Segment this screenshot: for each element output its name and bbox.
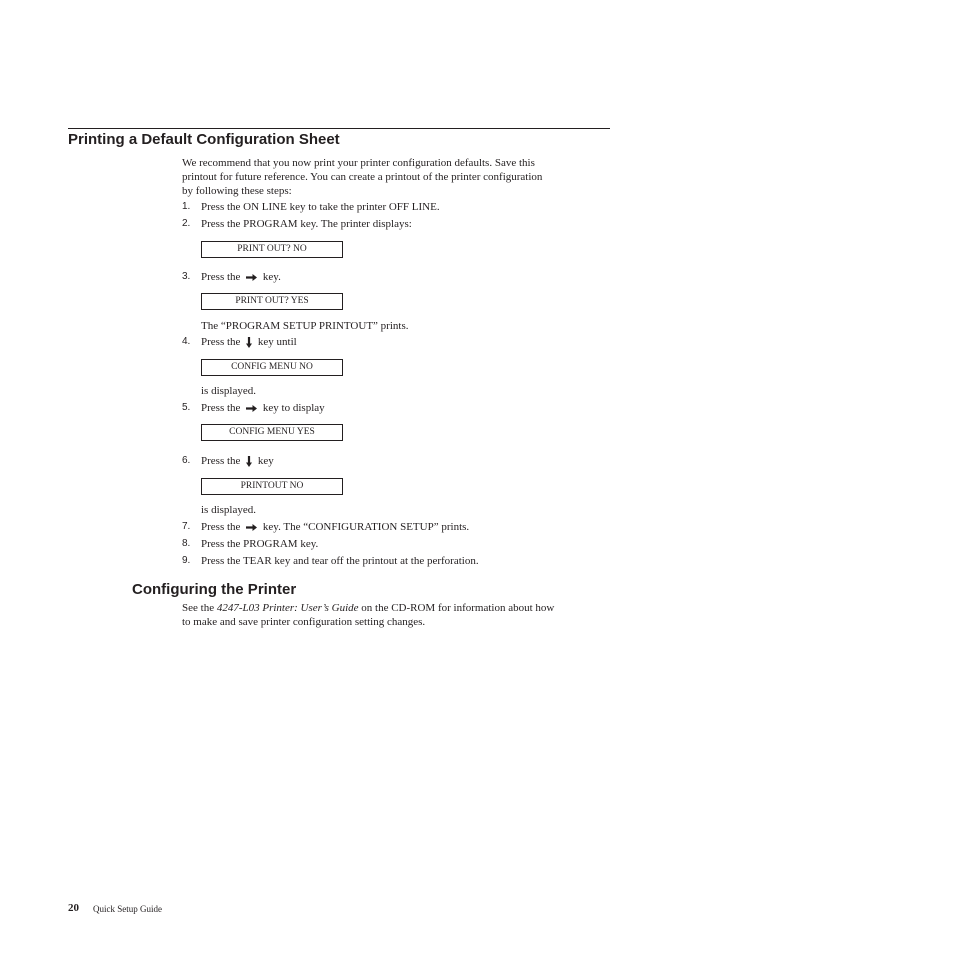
step-4-number: 4. <box>182 336 191 347</box>
step-7-post: key. The “CONFIGURATION SETUP” prints. <box>262 521 470 533</box>
printer-display-print-out-yes: PRINT OUT? YES <box>201 293 343 310</box>
right-arrow-icon <box>246 524 257 531</box>
down-arrow-icon <box>246 337 252 348</box>
step-8-text: Press the PROGRAM key. <box>201 538 319 550</box>
step-7-number: 7. <box>182 521 191 532</box>
step-4-text <box>201 335 297 349</box>
step-2-text: Press the PROGRAM key. The printer displays: <box>201 218 412 230</box>
step-7-pre: Press the <box>201 521 241 533</box>
intro-line-3: by following these steps: <box>182 185 292 197</box>
printer-display-print-out-no: PRINT OUT? NO <box>201 241 343 258</box>
subsection-line-1-post: on the CD-ROM for information about how <box>358 602 555 614</box>
is-displayed-note-1: is displayed. <box>201 385 256 397</box>
step-6-post: key <box>257 455 274 467</box>
subsection-line-1 <box>182 601 554 615</box>
step-3-number: 3. <box>182 271 191 282</box>
step-5-number: 5. <box>182 402 191 413</box>
step-1-number: 1. <box>182 201 191 212</box>
step-5-pre: Press the <box>201 402 241 414</box>
step-5-post: key to display <box>262 402 325 414</box>
down-arrow-icon <box>246 456 252 467</box>
step-4-pre: Press the <box>201 336 241 348</box>
step-6-pre: Press the <box>201 455 241 467</box>
subsection-line-2: to make and save printer configuration setting changes. <box>182 616 426 628</box>
step-8-number: 8. <box>182 538 191 549</box>
section-title: Printing a Default Configuration Sheet <box>68 131 340 148</box>
section-rule <box>68 128 610 129</box>
step-4-post: key until <box>257 336 297 348</box>
page-number: 20 <box>68 902 79 914</box>
printer-display-config-menu-no: CONFIG MENU NO <box>201 359 343 376</box>
step-3-text <box>201 270 281 284</box>
step-7-text <box>201 520 469 534</box>
intro-line-1: We recommend that you now print your printer configuration defaults. Save this <box>182 157 535 169</box>
step-6-number: 6. <box>182 455 191 466</box>
footer-title: Quick Setup Guide <box>93 904 162 914</box>
right-arrow-icon <box>246 274 257 281</box>
step-1-text: Press the ON LINE key to take the printer OFF LINE. <box>201 201 440 213</box>
step-3-post: key. <box>262 271 281 283</box>
printer-display-config-menu-yes: CONFIG MENU YES <box>201 424 343 441</box>
step-2-number: 2. <box>182 218 191 229</box>
step-6-text <box>201 454 274 468</box>
step-9-text: Press the TEAR key and tear off the printout at the perforation. <box>201 555 479 567</box>
step-5-text <box>201 401 325 415</box>
intro-line-2: printout for future reference. You can create a printout of the printer configuration <box>182 171 543 183</box>
step-3-pre: Press the <box>201 271 241 283</box>
step-9-number: 9. <box>182 555 191 566</box>
subsection-line-1-pre: See the <box>182 602 217 614</box>
is-displayed-note-2: is displayed. <box>201 504 256 516</box>
right-arrow-icon <box>246 405 257 412</box>
users-guide-title: 4247-L03 Printer: User’s Guide <box>216 602 359 614</box>
printer-display-printout-no: PRINTOUT NO <box>201 478 343 495</box>
subsection-title: Configuring the Printer <box>132 581 297 598</box>
program-setup-printout-note: The “PROGRAM SETUP PRINTOUT” prints. <box>201 320 409 332</box>
